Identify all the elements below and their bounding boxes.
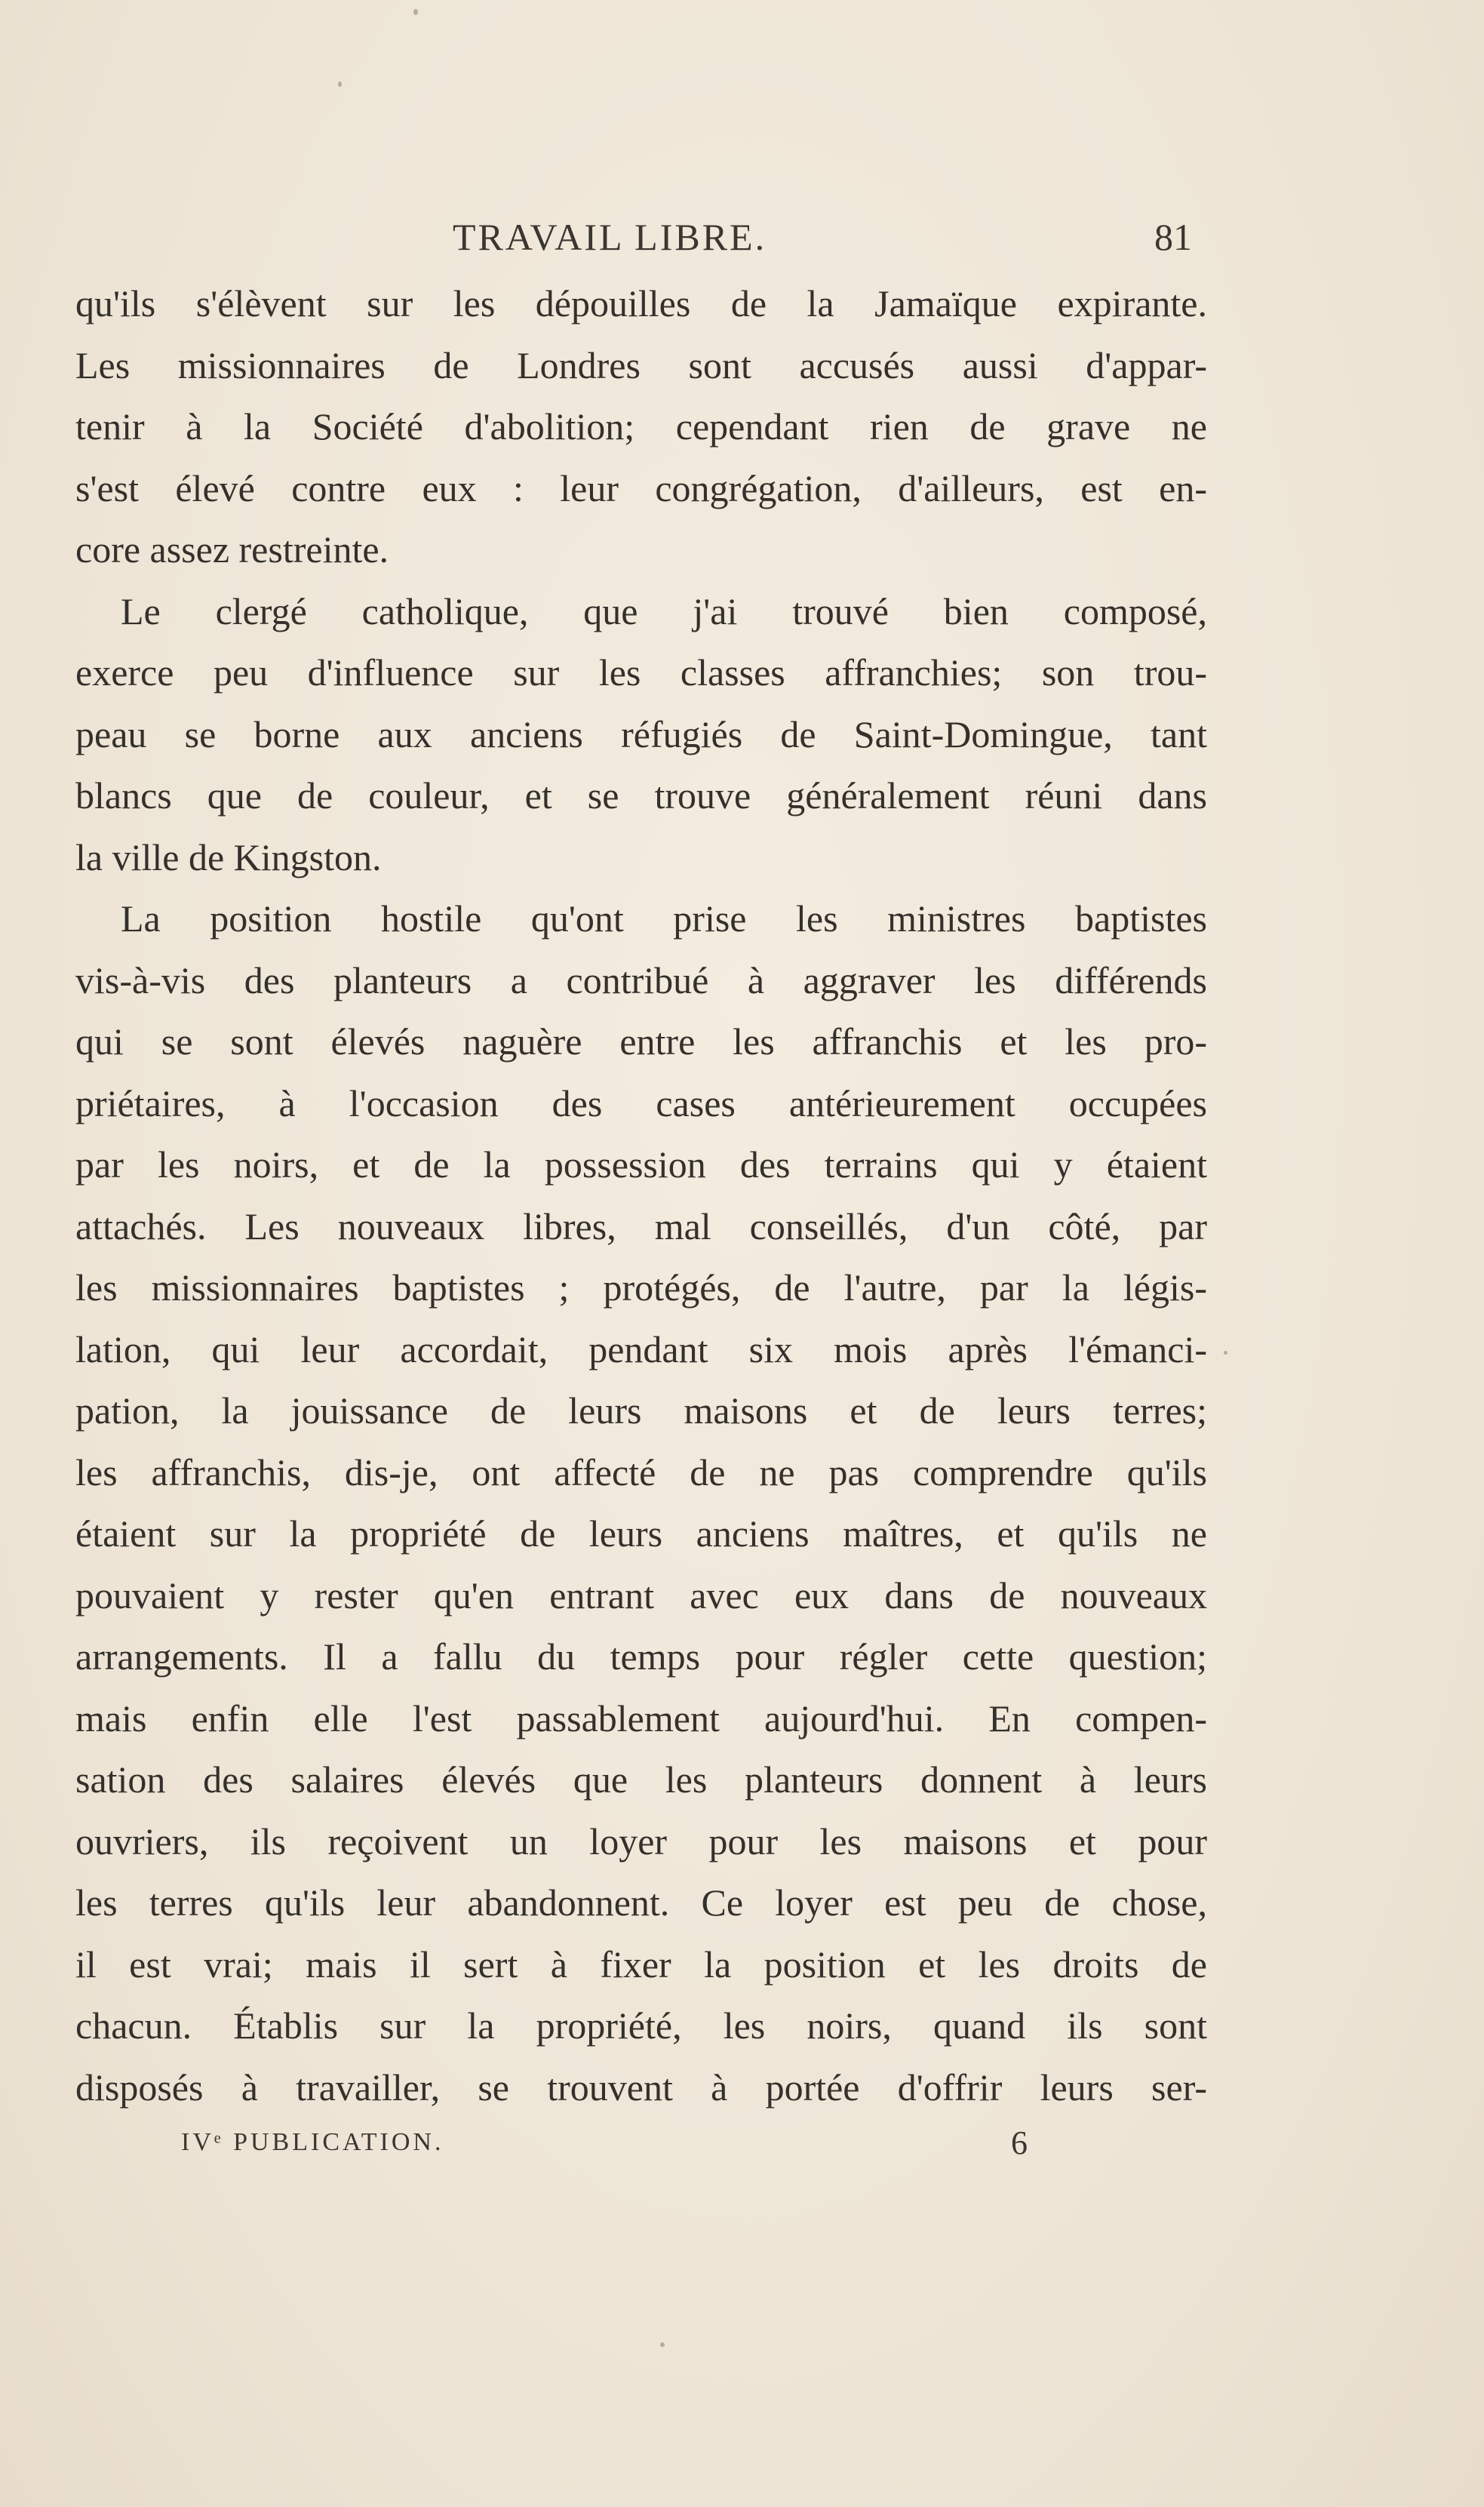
signature-line — [75, 2124, 1207, 2173]
text-line: qui se sont élevés naguère entre les affranchis et les pro- — [75, 1020, 1207, 1063]
signature-mark: IVᵉ PUBLICATION. — [181, 2128, 444, 2156]
text-line: attachés. Les nouveaux libres, mal conseillés, d'un côté, par — [75, 1204, 1207, 1247]
running-head — [75, 215, 1207, 260]
text-line: sation des salaires élevés que les planteurs donnent à leurs — [75, 1758, 1207, 1801]
text-line: disposés à travailler, se trouvent à portée d'offrir leurs ser- — [75, 2066, 1207, 2109]
text-line: la ville de Kingston. — [75, 835, 382, 878]
paper-speck — [338, 82, 342, 87]
paragraph-start-line: La position hostile qu'ont prise les ministres baptistes — [121, 897, 1207, 940]
text-line: qu'ils s'élèvent sur les dépouilles de la Jamaïque expirante. — [75, 282, 1207, 325]
text-line: blancs que de couleur, et se trouve généralement réuni dans — [75, 774, 1207, 817]
paper-speck — [413, 9, 418, 15]
body-text — [75, 273, 1207, 2118]
text-line: priétaires, à l'occasion des cases antérieurement occupées — [75, 1081, 1207, 1124]
signature-number: 6 — [1011, 2124, 1028, 2161]
text-line: les affranchis, dis-je, ont affecté de ne pas comprendre qu'ils — [75, 1450, 1207, 1493]
text-line: ouvriers, ils reçoivent un loyer pour les maisons et pour — [75, 1819, 1207, 1863]
paragraph-start-line: Le clergé catholique, que j'ai trouvé bien composé, — [121, 589, 1207, 632]
page-number: 81 — [1154, 216, 1192, 258]
text-line: arrangements. Il a fallu du temps pour régler cette question; — [75, 1635, 1207, 1678]
text-line: vis-à-vis des planteurs a contribué à aggraver les différends — [75, 958, 1207, 1001]
running-title: TRAVAIL LIBRE. — [453, 216, 767, 258]
text-line: mais enfin elle l'est passablement aujourd'hui. En compen- — [75, 1696, 1207, 1740]
text-line: peau se borne aux anciens réfugiés de Saint-Domingue, tant — [75, 712, 1207, 755]
text-line: chacun. Établis sur la propriété, les noirs, quand ils sont — [75, 2004, 1207, 2047]
text-line: les missionnaires baptistes ; protégés, de l'autre, par la légis- — [75, 1266, 1207, 1309]
text-line: par les noirs, et de la possession des terrains qui y étaient — [75, 1143, 1207, 1186]
text-line: pation, la jouissance de leurs maisons et de leurs terres; — [75, 1389, 1207, 1432]
text-line: Les missionnaires de Londres sont accusés aussi d'appar- — [75, 343, 1207, 386]
text-line: étaient sur la propriété de leurs anciens maîtres, et qu'ils ne — [75, 1512, 1207, 1555]
paper-speck — [1224, 1351, 1227, 1355]
text-line: exerce peu d'influence sur les classes affranchies; son trou- — [75, 651, 1207, 694]
text-line: il est vrai; mais il sert à fixer la position et les droits de — [75, 1943, 1207, 1986]
paper-speck — [660, 2342, 665, 2347]
text-line: core assez restreinte. — [75, 528, 389, 571]
text-line: tenir à la Société d'abolition; cependant rien de grave ne — [75, 405, 1207, 448]
text-line: s'est élevé contre eux : leur congrégation, d'ailleurs, est en- — [75, 466, 1207, 509]
text-line: lation, qui leur accordait, pendant six mois après l'émanci- — [75, 1327, 1207, 1370]
text-line: les terres qu'ils leur abandonnent. Ce loyer est peu de chose, — [75, 1881, 1207, 1924]
text-line: pouvaient y rester qu'en entrant avec eux dans de nouveaux — [75, 1573, 1207, 1616]
